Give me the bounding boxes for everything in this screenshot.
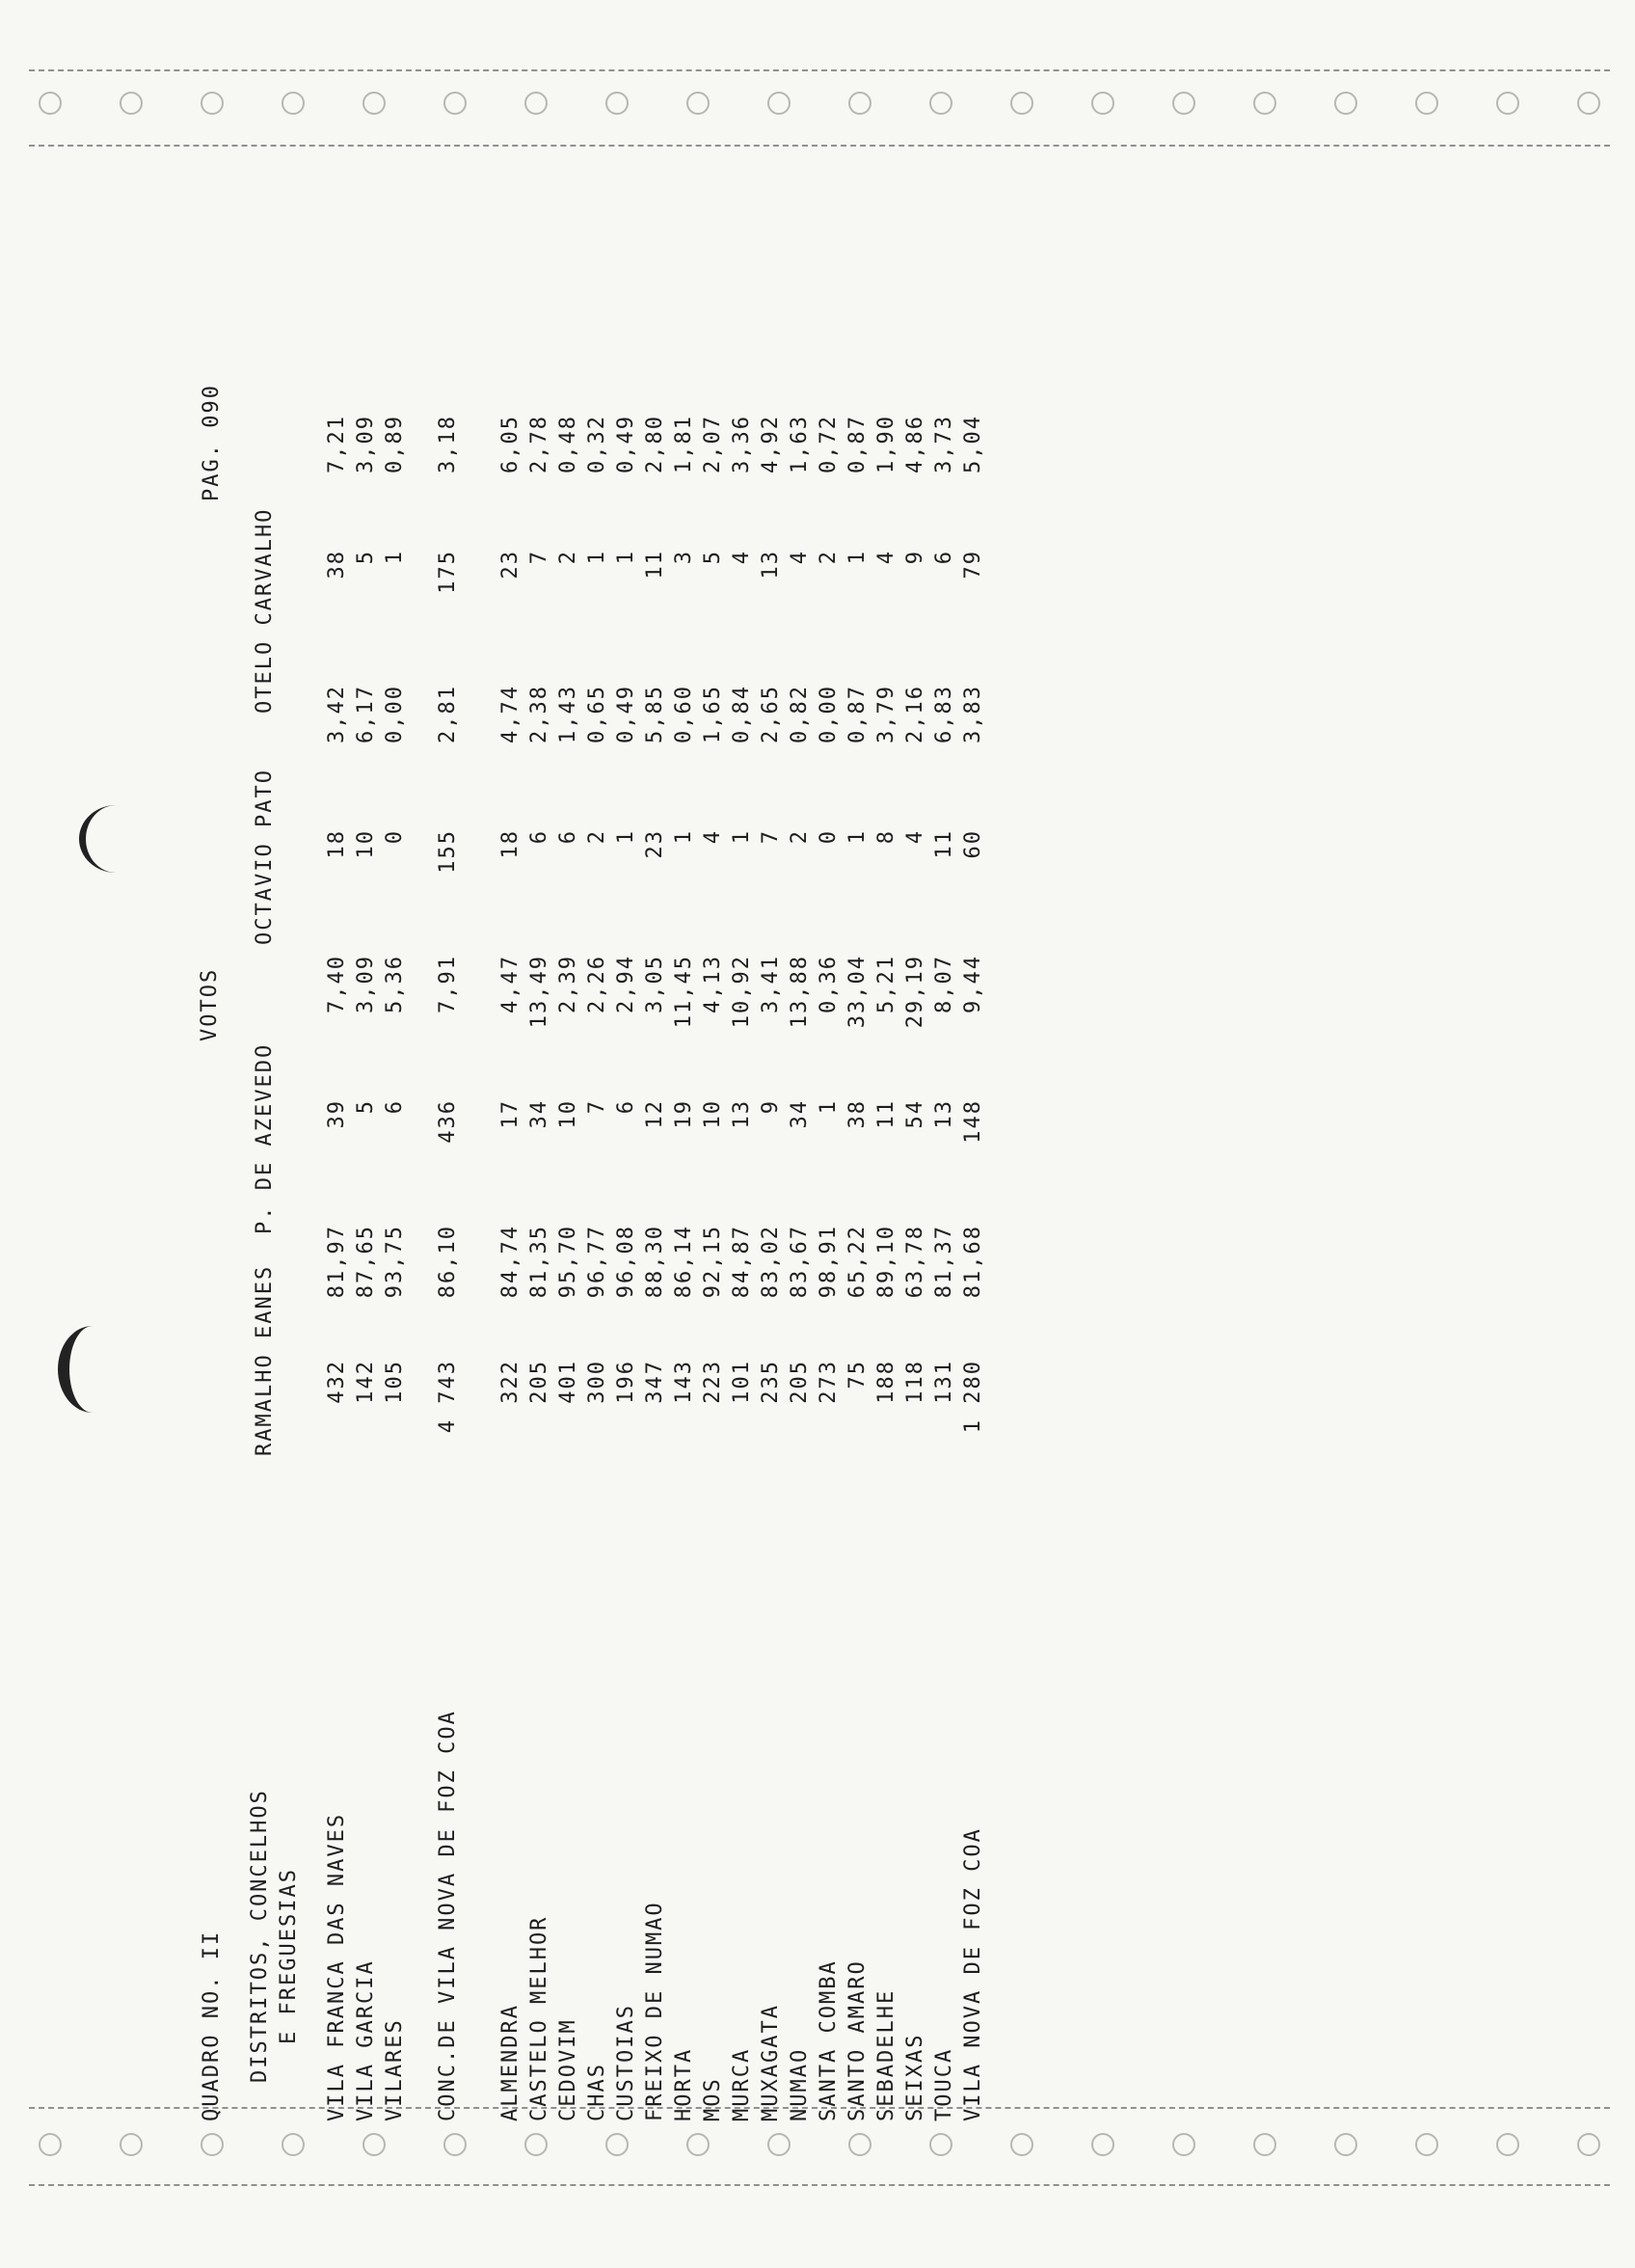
- p-de-azevedo-pct: 2,94: [614, 955, 638, 1013]
- tractor-hole: [1334, 92, 1357, 115]
- otelo-carvalho-pct: 0,87: [845, 415, 870, 473]
- tractor-hole: [848, 2133, 871, 2156]
- tractor-hole: [39, 92, 62, 115]
- ramalho-eanes-pct: 81,68: [961, 1225, 985, 1299]
- otelo-carvalho-votes: 6: [932, 550, 956, 565]
- tractor-hole: [443, 92, 467, 115]
- octavio-pato-votes: 0: [383, 829, 407, 845]
- tractor-hole: [1577, 92, 1600, 115]
- p-de-azevedo-pct: 33,04: [845, 955, 870, 1029]
- p-de-azevedo-pct: 0,36: [817, 955, 841, 1013]
- octavio-pato-pct: 0,65: [585, 685, 609, 743]
- octavio-pato-votes: 2: [585, 829, 609, 845]
- table-row: [352, 289, 381, 2121]
- ramalho-eanes-votes: 432: [325, 1360, 349, 1404]
- ramalho-eanes-pct: 93,75: [383, 1225, 407, 1299]
- table-row: [930, 289, 959, 2121]
- tractor-hole: [1172, 2133, 1195, 2156]
- octavio-pato-pct: 0,00: [817, 685, 841, 743]
- table-row: [496, 289, 525, 2121]
- p-de-azevedo-pct: 5,21: [874, 955, 898, 1013]
- parish-name: VILARES: [383, 2018, 407, 2121]
- otelo-carvalho-pct: 4,92: [759, 415, 783, 473]
- otelo-carvalho-votes: 1: [585, 550, 609, 565]
- p-de-azevedo-votes: 6: [614, 1099, 638, 1115]
- octavio-pato-votes: 0: [817, 829, 841, 845]
- parish-name: SEIXAS: [903, 2033, 927, 2121]
- parish-name: HORTA: [672, 2047, 696, 2121]
- octavio-pato-votes: 6: [527, 829, 551, 845]
- octavio-pato-pct: 0,84: [730, 685, 754, 743]
- otelo-carvalho-pct: 0,49: [614, 415, 638, 473]
- octavio-pato-pct: 2,65: [759, 685, 783, 743]
- table-row: [815, 289, 844, 2121]
- p-de-azevedo-pct: 3,41: [759, 955, 783, 1013]
- ramalho-eanes-pct: 83,67: [788, 1225, 812, 1299]
- binding-mark: [58, 1326, 127, 1413]
- ramalho-eanes-pct: 86,10: [436, 1225, 460, 1299]
- p-de-azevedo-pct: 5,36: [383, 955, 407, 1013]
- votos-heading: VOTOS: [198, 967, 222, 1041]
- octavio-pato-pct: 3,42: [325, 685, 349, 743]
- ramalho-eanes-votes: 300: [585, 1360, 609, 1404]
- tractor-hole: [929, 2133, 952, 2156]
- p-de-azevedo-votes: 436: [436, 1099, 460, 1144]
- octavio-pato-pct: 0,60: [672, 685, 696, 743]
- otelo-carvalho-pct: 1,90: [874, 415, 898, 473]
- ramalho-eanes-pct: 81,97: [325, 1225, 349, 1299]
- octavio-pato-votes: 1: [614, 829, 638, 845]
- otelo-carvalho-votes: 79: [961, 550, 985, 580]
- ramalho-eanes-votes: 235: [759, 1360, 783, 1404]
- ramalho-eanes-pct: 88,30: [643, 1225, 667, 1299]
- p-de-azevedo-votes: 5: [354, 1099, 378, 1115]
- p-de-azevedo-votes: 7: [585, 1099, 609, 1115]
- table-row: [583, 289, 612, 2121]
- octavio-pato-pct: 0,82: [788, 685, 812, 743]
- parish-name: SANTA COMBA: [817, 1959, 841, 2121]
- parish-name: MOS: [701, 2077, 725, 2121]
- octavio-pato-votes: 1: [730, 829, 754, 845]
- otelo-carvalho-votes: 13: [759, 550, 783, 580]
- ramalho-eanes-votes: 131: [932, 1360, 956, 1404]
- tractor-hole: [1091, 92, 1114, 115]
- tractor-hole: [1253, 92, 1276, 115]
- candidate-otelo-carvalho: OTELO CARVALHO: [253, 507, 277, 714]
- p-de-azevedo-votes: 34: [527, 1099, 551, 1129]
- ramalho-eanes-pct: 96,77: [585, 1225, 609, 1299]
- p-de-azevedo-votes: 148: [961, 1099, 985, 1144]
- table-row: [872, 289, 901, 2121]
- p-de-azevedo-votes: 19: [672, 1099, 696, 1129]
- otelo-carvalho-pct: 6,05: [498, 415, 523, 473]
- tractor-hole: [120, 92, 143, 115]
- tractor-hole: [1010, 2133, 1033, 2156]
- ramalho-eanes-pct: 84,87: [730, 1225, 754, 1299]
- tractor-hole: [1415, 92, 1438, 115]
- p-de-azevedo-votes: 54: [903, 1099, 927, 1129]
- table-row: [323, 289, 352, 2121]
- p-de-azevedo-pct: 3,05: [643, 955, 667, 1013]
- tractor-hole: [281, 2133, 305, 2156]
- candidate-octavio-pato: OCTAVIO PATO: [253, 769, 277, 945]
- tractor-hole: [1172, 92, 1195, 115]
- p-de-azevedo-pct: 29,19: [903, 955, 927, 1029]
- p-de-azevedo-pct: 13,49: [527, 955, 551, 1029]
- octavio-pato-votes: 10: [354, 829, 378, 859]
- tractor-hole: [1091, 2133, 1114, 2156]
- otelo-carvalho-votes: 9: [903, 550, 927, 565]
- p-de-azevedo-votes: 38: [845, 1099, 870, 1129]
- otelo-carvalho-votes: 3: [672, 550, 696, 565]
- table-row: [959, 289, 988, 2121]
- tractor-hole: [362, 92, 386, 115]
- tractor-hole: [767, 92, 791, 115]
- p-de-azevedo-votes: 13: [730, 1099, 754, 1129]
- octavio-pato-pct: 2,38: [527, 685, 551, 743]
- otelo-carvalho-pct: 3,73: [932, 415, 956, 473]
- otelo-carvalho-pct: 0,48: [556, 415, 580, 473]
- tractor-hole: [362, 2133, 386, 2156]
- parish-name: MURCA: [730, 2047, 754, 2121]
- otelo-carvalho-pct: 3,36: [730, 415, 754, 473]
- octavio-pato-pct: 0,49: [614, 685, 638, 743]
- tractor-hole: [686, 2133, 710, 2156]
- p-de-azevedo-votes: 6: [383, 1099, 407, 1115]
- ramalho-eanes-pct: 87,65: [354, 1225, 378, 1299]
- octavio-pato-votes: 155: [436, 829, 460, 874]
- ramalho-eanes-votes: 223: [701, 1360, 725, 1404]
- ramalho-eanes-votes: 142: [354, 1360, 378, 1404]
- octavio-pato-votes: 1: [845, 829, 870, 845]
- otelo-carvalho-votes: 7: [527, 550, 551, 565]
- otelo-carvalho-votes: 38: [325, 550, 349, 580]
- octavio-pato-votes: 60: [961, 829, 985, 859]
- octavio-pato-pct: 2,16: [903, 685, 927, 743]
- p-de-azevedo-votes: 10: [556, 1099, 580, 1129]
- otelo-carvalho-votes: 23: [498, 550, 523, 580]
- p-de-azevedo-votes: 34: [788, 1099, 812, 1129]
- parish-name: SANTO AMARO: [845, 1959, 870, 2121]
- ramalho-eanes-votes: 347: [643, 1360, 667, 1404]
- tractor-hole: [767, 2133, 791, 2156]
- tractor-hole: [1010, 92, 1033, 115]
- otelo-carvalho-pct: 5,04: [961, 415, 985, 473]
- table-row: [434, 289, 463, 2121]
- bottom-perforation-line: [29, 2184, 1610, 2186]
- octavio-pato-pct: 0,00: [383, 685, 407, 743]
- octavio-pato-pct: 1,65: [701, 685, 725, 743]
- ramalho-eanes-votes: 273: [817, 1360, 841, 1404]
- table-row: [844, 289, 872, 2121]
- otelo-carvalho-votes: 175: [436, 550, 460, 594]
- table-row: [728, 289, 757, 2121]
- ramalho-eanes-votes: 322: [498, 1360, 523, 1404]
- otelo-carvalho-pct: 2,80: [643, 415, 667, 473]
- otelo-carvalho-pct: 2,07: [701, 415, 725, 473]
- table-row: [699, 289, 728, 2121]
- octavio-pato-votes: 7: [759, 829, 783, 845]
- table-row: [786, 289, 815, 2121]
- otelo-carvalho-pct: 7,21: [325, 415, 349, 473]
- otelo-carvalho-votes: 2: [817, 550, 841, 565]
- p-de-azevedo-pct: 7,91: [436, 955, 460, 1013]
- ramalho-eanes-votes: 205: [527, 1360, 551, 1404]
- table-row: [641, 289, 670, 2121]
- parish-name: VILA GARCIA: [354, 1959, 378, 2121]
- otelo-carvalho-pct: 1,63: [788, 415, 812, 473]
- p-de-azevedo-votes: 1: [817, 1099, 841, 1115]
- quadro-number: QUADRO NO. II: [200, 1930, 224, 2121]
- parish-name: ALMENDRA: [498, 2004, 523, 2121]
- p-de-azevedo-votes: 10: [701, 1099, 725, 1129]
- otelo-carvalho-votes: 11: [643, 550, 667, 580]
- tractor-hole: [281, 92, 305, 115]
- parish-name: CONC.DE VILA NOVA DE FOZ COA: [436, 1710, 460, 2121]
- octavio-pato-pct: 6,17: [354, 685, 378, 743]
- tractor-hole: [201, 2133, 224, 2156]
- table-row: [381, 289, 410, 2121]
- table-row: [757, 289, 786, 2121]
- octavio-pato-pct: 2,81: [436, 685, 460, 743]
- p-de-azevedo-pct: 2,26: [585, 955, 609, 1013]
- parish-name: VILA FRANCA DAS NAVES: [325, 1812, 349, 2121]
- otelo-carvalho-votes: 4: [874, 550, 898, 565]
- table-row: [554, 289, 583, 2121]
- octavio-pato-votes: 8: [874, 829, 898, 845]
- ramalho-eanes-pct: 96,08: [614, 1225, 638, 1299]
- tractor-hole: [686, 92, 710, 115]
- results-table-group2: [496, 289, 988, 2121]
- parish-name: VILA NOVA DE FOZ COA: [961, 1827, 985, 2121]
- table-row: [901, 289, 930, 2121]
- tractor-hole: [1415, 2133, 1438, 2156]
- ramalho-eanes-pct: 84,74: [498, 1225, 523, 1299]
- p-de-azevedo-votes: 12: [643, 1099, 667, 1129]
- p-de-azevedo-pct: 4,13: [701, 955, 725, 1013]
- otelo-carvalho-votes: 4: [730, 550, 754, 565]
- octavio-pato-votes: 18: [325, 829, 349, 859]
- ramalho-eanes-votes: 101: [730, 1360, 754, 1404]
- tractor-hole: [1334, 2133, 1357, 2156]
- ramalho-eanes-pct: 86,14: [672, 1225, 696, 1299]
- octavio-pato-pct: 5,85: [643, 685, 667, 743]
- parish-name: MUXAGATA: [759, 2004, 783, 2121]
- table-row: [670, 289, 699, 2121]
- tractor-hole: [120, 2133, 143, 2156]
- ramalho-eanes-pct: 65,22: [845, 1225, 870, 1299]
- ramalho-eanes-votes: 188: [874, 1360, 898, 1404]
- p-de-azevedo-pct: 2,39: [556, 955, 580, 1013]
- octavio-pato-votes: 4: [701, 829, 725, 845]
- p-de-azevedo-pct: 7,40: [325, 955, 349, 1013]
- ramalho-eanes-votes: 4 743: [436, 1360, 460, 1434]
- ramalho-eanes-pct: 95,70: [556, 1225, 580, 1299]
- octavio-pato-votes: 23: [643, 829, 667, 859]
- ramalho-eanes-pct: 63,78: [903, 1225, 927, 1299]
- p-de-azevedo-pct: 10,92: [730, 955, 754, 1029]
- p-de-azevedo-votes: 17: [498, 1099, 523, 1129]
- top-tractor-holes: [39, 92, 1600, 115]
- ramalho-eanes-votes: 118: [903, 1360, 927, 1404]
- ramalho-eanes-pct: 81,35: [527, 1225, 551, 1299]
- parish-name: CASTELO MELHOR: [527, 1915, 551, 2121]
- tractor-hole: [605, 92, 629, 115]
- p-de-azevedo-votes: 9: [759, 1099, 783, 1115]
- tractor-hole: [524, 2133, 548, 2156]
- otelo-carvalho-pct: 3,18: [436, 415, 460, 473]
- otelo-carvalho-pct: 0,89: [383, 415, 407, 473]
- table-row: [525, 289, 554, 2121]
- otelo-carvalho-pct: 1,81: [672, 415, 696, 473]
- octavio-pato-votes: 2: [788, 829, 812, 845]
- top-dashed-rule: [29, 145, 1610, 147]
- p-de-azevedo-pct: 3,09: [354, 955, 378, 1013]
- otelo-carvalho-votes: 5: [354, 550, 378, 565]
- otelo-carvalho-pct: 0,72: [817, 415, 841, 473]
- ramalho-eanes-pct: 92,15: [701, 1225, 725, 1299]
- ramalho-eanes-votes: 1 280: [961, 1360, 985, 1434]
- ramalho-eanes-pct: 98,91: [817, 1225, 841, 1299]
- bottom-tractor-holes: [39, 2133, 1600, 2156]
- tractor-hole: [524, 92, 548, 115]
- tractor-hole: [443, 2133, 467, 2156]
- results-table-group1: [323, 289, 410, 2121]
- otelo-carvalho-pct: 2,78: [527, 415, 551, 473]
- otelo-carvalho-pct: 4,86: [903, 415, 927, 473]
- octavio-pato-pct: 3,83: [961, 685, 985, 743]
- tractor-hole: [1496, 2133, 1519, 2156]
- table-row: [612, 289, 641, 2121]
- parish-name: CEDOVIM: [556, 2018, 580, 2121]
- ramalho-eanes-votes: 205: [788, 1360, 812, 1404]
- p-de-azevedo-pct: 8,07: [932, 955, 956, 1013]
- otelo-carvalho-votes: 2: [556, 550, 580, 565]
- parish-name: SEBADELHE: [874, 1988, 898, 2121]
- parish-name: NUMAO: [788, 2047, 812, 2121]
- octavio-pato-pct: 6,83: [932, 685, 956, 743]
- tractor-hole: [848, 92, 871, 115]
- octavio-pato-votes: 1: [672, 829, 696, 845]
- p-de-azevedo-pct: 13,88: [788, 955, 812, 1029]
- candidate-p-de-azevedo: P. DE AZEVEDO: [253, 1042, 277, 1234]
- p-de-azevedo-pct: 11,45: [672, 955, 696, 1029]
- binding-mark: [79, 805, 153, 873]
- p-de-azevedo-pct: 9,44: [961, 955, 985, 1013]
- ramalho-eanes-pct: 89,10: [874, 1225, 898, 1299]
- otelo-carvalho-pct: 3,09: [354, 415, 378, 473]
- p-de-azevedo-votes: 11: [874, 1099, 898, 1129]
- octavio-pato-pct: 3,79: [874, 685, 898, 743]
- p-de-azevedo-votes: 13: [932, 1099, 956, 1129]
- otelo-carvalho-votes: 1: [383, 550, 407, 565]
- tractor-hole: [39, 2133, 62, 2156]
- parish-name: TOUCA: [932, 2047, 956, 2121]
- top-perforation-line: [29, 69, 1610, 71]
- otelo-carvalho-pct: 0,32: [585, 415, 609, 473]
- candidate-ramalho-eanes: RAMALHO EANES: [253, 1264, 277, 1456]
- tractor-hole: [201, 92, 224, 115]
- octavio-pato-pct: 0,87: [845, 685, 870, 743]
- octavio-pato-votes: 11: [932, 829, 956, 859]
- ramalho-eanes-votes: 105: [383, 1360, 407, 1404]
- octavio-pato-votes: 4: [903, 829, 927, 845]
- ramalho-eanes-votes: 143: [672, 1360, 696, 1404]
- octavio-pato-pct: 4,74: [498, 685, 523, 743]
- district-heading: DISTRITOS, CONCELHOS: [248, 1789, 272, 2083]
- p-de-azevedo-pct: 4,47: [498, 955, 523, 1013]
- ramalho-eanes-votes: 75: [845, 1360, 870, 1390]
- p-de-azevedo-votes: 39: [325, 1099, 349, 1129]
- octavio-pato-votes: 6: [556, 829, 580, 845]
- octavio-pato-votes: 18: [498, 829, 523, 859]
- ramalho-eanes-votes: 196: [614, 1360, 638, 1404]
- ramalho-eanes-pct: 81,37: [932, 1225, 956, 1299]
- parish-name: CHAS: [585, 2063, 609, 2121]
- otelo-carvalho-votes: 1: [845, 550, 870, 565]
- parish-name: FREIXO DE NUMAO: [643, 1901, 667, 2121]
- ramalho-eanes-pct: 83,02: [759, 1225, 783, 1299]
- rotated-table-page: [178, 164, 1258, 2131]
- parish-name: CUSTOIAS: [614, 2004, 638, 2121]
- otelo-carvalho-votes: 5: [701, 550, 725, 565]
- tractor-hole: [1253, 2133, 1276, 2156]
- results-table-total: [434, 289, 463, 2121]
- district-heading-sub: E FREGUESIAS: [277, 1868, 301, 2044]
- otelo-carvalho-votes: 4: [788, 550, 812, 565]
- tractor-hole: [605, 2133, 629, 2156]
- tractor-hole: [1577, 2133, 1600, 2156]
- octavio-pato-pct: 1,43: [556, 685, 580, 743]
- otelo-carvalho-votes: 1: [614, 550, 638, 565]
- tractor-hole: [1496, 92, 1519, 115]
- page-number: PAG. 090: [200, 384, 224, 501]
- tractor-hole: [929, 92, 952, 115]
- ramalho-eanes-votes: 401: [556, 1360, 580, 1404]
